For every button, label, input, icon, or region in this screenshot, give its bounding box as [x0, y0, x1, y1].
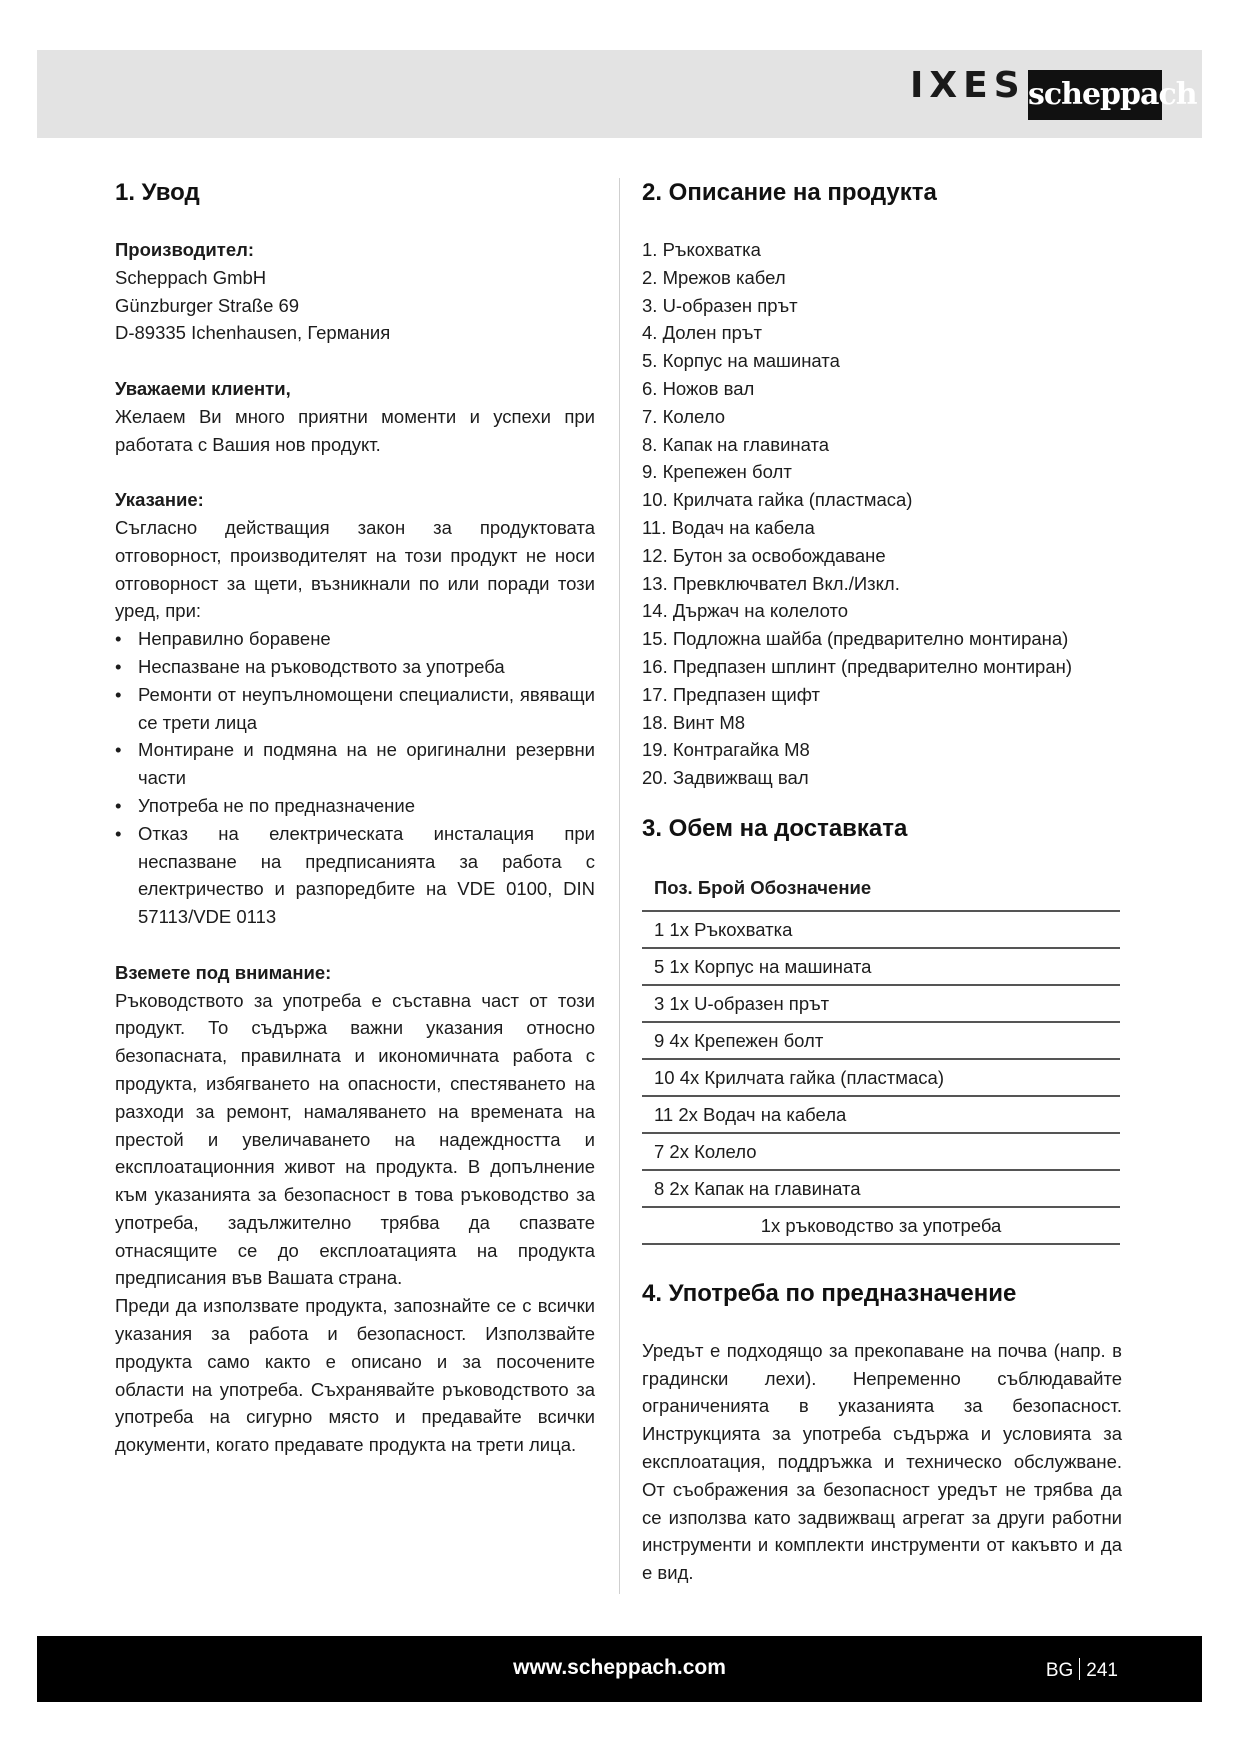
list-item: • Неправилно боравене [115, 625, 595, 653]
manufacturer-line: Scheppach GmbH [115, 266, 267, 288]
list-item: • Ремонти от неупълномощени специалисти, явяващи се трети лица [115, 681, 595, 737]
list-item: 9. Крепежен болт [642, 461, 792, 483]
language-code: BG [1045, 1660, 1074, 1681]
attention-label: Вземете под внимание: [115, 961, 332, 983]
list-item: 11. Водач на кабела [642, 516, 815, 538]
table-row: 9 4x Крепежен болт [642, 1023, 1120, 1060]
list-item: 8. Капак на главината [642, 433, 830, 455]
list-item: 12. Бутон за освобождаване [642, 544, 886, 566]
list-item: 7. Колело [642, 405, 725, 427]
list-item: 1. Ръкохватка [642, 239, 761, 260]
section-title-description: 2. Описание на продукта [642, 179, 937, 206]
list-item: • Отказ на електрическата инсталация при неспазване на предписанията за работа с електричество и разпоредбите на VDE 0100, DIN 57113/VDE 0113 [115, 820, 595, 931]
footer-website-link[interactable]: www.scheppach.com [513, 1656, 726, 1679]
note-label: Указание: [115, 489, 204, 511]
column-divider [619, 178, 620, 1594]
list-item: 13. Превключвател Вкл./Изкл. [642, 572, 900, 594]
intended-use-text: Уредът е подходящо за прекопаване на почва (напр. в градински лехи). Непременно съблюдавайте ограниченията в указанията за безопасност. Инструкцията за употреба съдържа и условията за експлоатация, поддръжка и техническо обслужване. От съображения за безопасност уредът не трябва да се използва като задвижващ агрегат за други работни инструменти и комплекти инструменти от какъвто и да е вид. [642, 1339, 1122, 1584]
table-row: 7 2x Колело [642, 1134, 1120, 1171]
note-text: Съгласно действащия закон за продуктовата отговорност, производителят на този продукт не носи отговорност за щети, възникнали по или поради този уред, при: [115, 516, 595, 622]
dear-customers-text: Желаем Ви много приятни моменти и успехи при работата с Вашия нов продукт. [115, 405, 595, 455]
section-title-intro: 1. Увод [115, 179, 200, 206]
left-column [115, 178, 595, 1459]
list-item: 10. Крилчата гайка (пластмаса) [642, 489, 913, 511]
list-item: 4. Долен прът [642, 322, 762, 344]
table-header: Поз. Брой Обозначение [642, 864, 1120, 912]
table-row: 11 2x Водач на кабела [642, 1097, 1120, 1134]
page-number [1046, 1658, 1118, 1682]
attention-text: Преди да използвате продукта, запознайте се с всички указания за работа и безопасност. Използвайте продукта само както е описано и за посочените области на употреба. Съхранявайте ръководството за употреба на сигурно място и предавайте всички документи, когато предавате продукта на трети лица. [115, 1295, 595, 1456]
page-number-value: 241 [1086, 1660, 1118, 1681]
list-item: • Неспазване на ръководството за употреба [115, 653, 595, 681]
list-item: 20. Задвижващ вал [642, 767, 809, 789]
liability-list [115, 625, 595, 931]
manufacturer-line: D-89335 Ichenhausen, Германия [115, 322, 391, 344]
list-item: • Монтиране и подмяна на не оригинални резервни части [115, 736, 595, 792]
list-item: 14. Държач на колелото [642, 600, 849, 622]
section-title-delivery: 3. Обем на доставката [642, 814, 908, 842]
list-item: 5. Корпус на машината [642, 350, 840, 372]
list-item: 2. Мрежов кабел [642, 266, 786, 288]
list-item: 3. U-образен прът [642, 294, 798, 316]
attention-text: Ръководството за употреба е съставна част от този продукт. То съдържа важни указания относно безопасната, правилната и икономичната работа с продукта, избягването на опасности, спестяването на разходи за ремонт, намаляването на времената на престой и увеличаването на надеждността и експлоатационния живот на продукта. В допълнение към указанията за безопасност в това ръководство за употреба, задължително трябва да спазвате отнасящите се до експлоатацията на продукта предписания във Вашата страна. [115, 989, 595, 1289]
parts-list [642, 236, 1122, 792]
dear-customers-label: Уважаеми клиенти, [115, 377, 291, 399]
list-item: • Употреба не по предназначение [115, 792, 595, 820]
scheppach-logo: scheppach [1028, 70, 1162, 120]
table-row: 3 1x U-образен прът [642, 986, 1120, 1023]
list-item: 19. Контрагайка M8 [642, 739, 810, 761]
table-row: 1x ръководство за употреба [642, 1208, 1120, 1245]
table-row: 5 1x Корпус на машината [642, 949, 1120, 986]
table-row: 10 4x Крилчата гайка (пластмаса) [642, 1060, 1120, 1097]
manufacturer-label: Производител: [115, 239, 255, 260]
section-title-intended-use: 4. Употреба по предназначение [642, 1279, 1017, 1307]
list-item: 16. Предпазен шплинт (предварително монтиран) [642, 655, 1072, 677]
list-item: 15. Подложна шайба (предварително монтирана) [642, 628, 1069, 650]
delivery-table [642, 864, 1120, 1245]
manufacturer-line: Günzburger Straße 69 [115, 294, 300, 316]
list-item: 18. Винт M8 [642, 711, 746, 733]
table-row: 1 1x Ръкохватка [642, 912, 1120, 949]
table-row: 8 2x Капак на главината [642, 1171, 1120, 1208]
ixes-logo: IXES [910, 65, 1026, 106]
list-item: 6. Ножов вал [642, 377, 755, 399]
list-item: 17. Предпазен щифт [642, 683, 820, 705]
footer-bar [37, 1636, 1202, 1702]
right-column [642, 178, 1122, 1587]
